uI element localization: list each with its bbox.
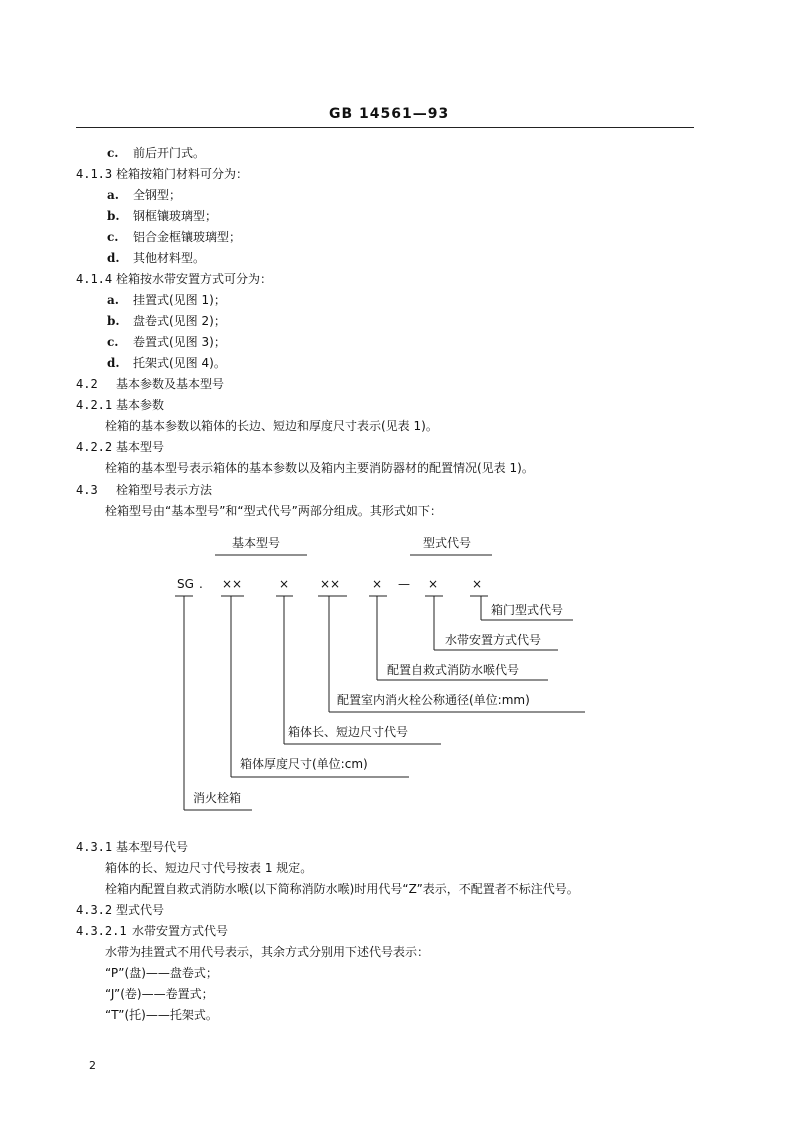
code-list-item: “T”(托)——托架式。: [105, 1008, 218, 1022]
label-box-thickness: 箱体厚度尺寸(单位:cm): [240, 757, 368, 771]
type-code-heading: 型式代号: [423, 536, 472, 550]
code-x-6: ×: [472, 577, 483, 591]
section-4-3-1: 4.3.1 基本型号代号: [76, 840, 189, 854]
label-hose-placement: 水带安置方式代号: [445, 633, 542, 647]
section-4-1-3: 4.1.3 栓箱按箱门材料可分为：: [76, 167, 249, 181]
page-number: 2: [89, 1059, 96, 1072]
code-sg: SG: [177, 577, 194, 591]
section-4-3-2: 4.3.2 型式代号: [76, 903, 165, 917]
paragraph: 水带为挂置式不用代号表示，其余方式分别用下述代号表示：: [105, 945, 430, 959]
code-x-2: ×: [279, 577, 290, 591]
paragraph: 栓箱型号由“基本型号”和“型式代号”两部分组成。其形式如下：: [105, 504, 442, 518]
list-item: b. 钢框镶玻璃型；: [107, 209, 218, 223]
label-hose-reel: 配置自救式消防水喉代号: [387, 663, 520, 677]
list-item: c. 前后开门式。: [107, 146, 206, 160]
section-4-3: 4.3 栓箱型号表示方法: [76, 483, 213, 497]
header-rule: [76, 127, 694, 128]
paragraph: 栓箱的基本参数以箱体的长边、短边和厚度尺寸表示(见表 1)。: [105, 419, 438, 433]
section-4-3-2-1: 4.3.2.1 水带安置方式代号: [76, 924, 229, 938]
list-item: c. 铝合金框镶玻璃型；: [107, 230, 242, 244]
code-x-5: ×: [428, 577, 439, 591]
code-dot: .: [199, 577, 203, 591]
basic-model-heading: 基本型号: [232, 536, 281, 550]
label-door-type: 箱门型式代号: [491, 603, 564, 617]
label-box-dimensions: 箱体长、短边尺寸代号: [288, 725, 409, 739]
list-item: d. 其他材料型。: [107, 251, 206, 265]
code-list-item: “J”(卷)——卷置式；: [105, 987, 214, 1001]
document-header: GB 14561—93: [329, 106, 450, 122]
code-x-4: ×: [372, 577, 383, 591]
list-item: d. 托架式(见图 4)。: [107, 356, 226, 370]
section-4-2-1: 4.2.1 基本参数: [76, 398, 165, 412]
paragraph: 栓箱内配置自救式消防水喉(以下简称消防水喉)时用代号“Z”表示，不配置者不标注代号。: [105, 882, 579, 896]
paragraph: 箱体的长、短边尺寸代号按表 1 规定。: [105, 861, 313, 875]
list-item: a. 全钢型；: [107, 188, 182, 202]
paragraph: 栓箱的基本型号表示箱体的基本参数以及箱内主要消防器材的配置情况(见表 1)。: [105, 461, 534, 475]
code-list-item: “P”(盘)——盘卷式；: [105, 966, 218, 980]
code-xx-1: ××: [222, 577, 243, 591]
section-4-2: 4.2 基本参数及基本型号: [76, 377, 225, 391]
section-4-1-4: 4.1.4 栓箱按水带安置方式可分为：: [76, 272, 273, 286]
label-hydrant-diameter: 配置室内消火栓公称通径(单位:mm): [337, 693, 530, 707]
label-hydrant-box: 消火栓箱: [193, 791, 242, 805]
list-item: c. 卷置式(见图 3)；: [107, 335, 226, 349]
section-4-2-2: 4.2.2 基本型号: [76, 440, 165, 454]
list-item: a. 挂置式(见图 1)；: [107, 293, 226, 307]
code-xx-3: ××: [320, 577, 341, 591]
list-item: b. 盘卷式(见图 2)；: [107, 314, 226, 328]
code-dash: —: [398, 577, 410, 591]
